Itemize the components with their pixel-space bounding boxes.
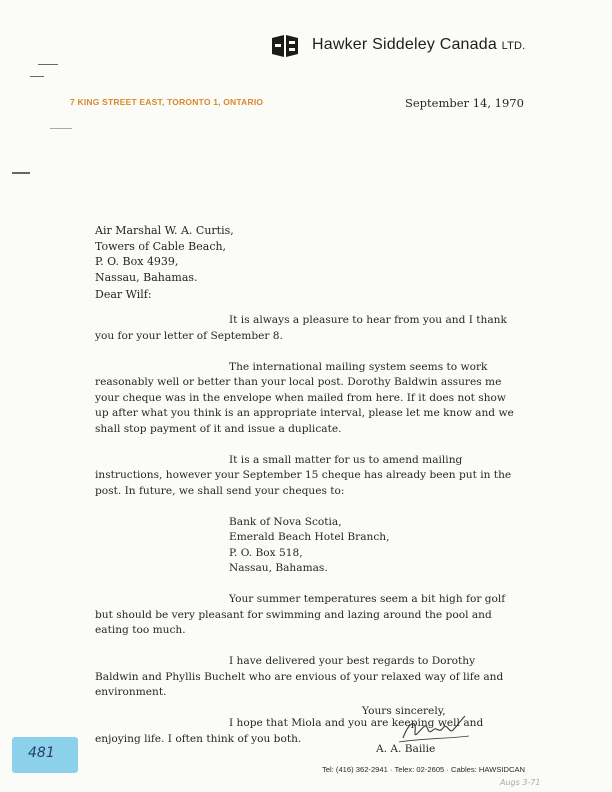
recipient-address <box>95 223 234 285</box>
margin-mark <box>12 172 30 174</box>
closing: Yours sincerely, <box>362 705 446 717</box>
letter-body <box>95 313 520 763</box>
paragraph: It is always a pleasure to hear from you and I thank you for your letter of September 8. <box>95 314 507 342</box>
margin-mark <box>30 76 44 77</box>
hawker-siddeley-logo-icon <box>270 34 300 58</box>
sticker-number: 481 <box>28 745 55 761</box>
recipient-line: Towers of Cable Beach, <box>95 239 227 253</box>
letterhead-address: 7 KING STREET EAST, TORONTO 1, ONTARIO <box>70 97 264 107</box>
signer-name: A. A. Bailie <box>376 743 436 755</box>
bank-line: Bank of Nova Scotia, <box>229 515 342 528</box>
recipient-line: Nassau, Bahamas. <box>95 270 198 284</box>
bank-address <box>229 515 520 577</box>
paragraph: Your summer temperatures seem a bit high for golf but should be very pleasant for swimming and lazing around the pool and eating too much. <box>95 593 506 636</box>
company-name <box>312 36 525 54</box>
corner-pencil-note: Augs 3-71 <box>500 778 541 787</box>
letter-date: September 14, 1970 <box>405 96 524 110</box>
recipient-line: P. O. Box 4939, <box>95 255 179 268</box>
letterhead-contact: Tel: (416) 362-2941 · Telex: 02-2605 · Cables: HAWSIDCAN <box>322 765 526 774</box>
paragraph: I have delivered your best regards to Dorothy Baldwin and Phyllis Buchelt who are envious of your relaxed way of life and environment. <box>95 655 504 698</box>
signature-icon <box>395 712 475 746</box>
recipient-line: Air Marshal W. A. Curtis, <box>95 224 234 237</box>
margin-mark <box>50 128 72 129</box>
company-suffix: LTD. <box>501 40 526 52</box>
bank-line: Nassau, Bahamas. <box>229 562 328 574</box>
bank-line: P. O. Box 518, <box>229 546 303 559</box>
salutation: Dear Wilf: <box>95 288 152 301</box>
archive-number-sticker <box>12 737 78 773</box>
paragraph: It is a small matter for us to amend mailing instructions, however your September 15 cheque has already been put in the post. In future, we shall send your cheques to: <box>95 453 512 497</box>
paragraph: I hope that Miola and you are keeping well and enjoying life. I often think of you both. <box>95 717 484 745</box>
margin-mark <box>38 64 58 65</box>
paragraph: The international mailing system seems to work reasonably well or better than your local post. Dorothy Baldwin assures me your cheque was in the envelope when mailed from here. If it does not show up after what you think is an appropriate interval, please let me know and we shall stop payment of it and issue a duplicate. <box>95 360 514 435</box>
bank-line: Emerald Beach Hotel Branch, <box>229 531 390 543</box>
company-name-text: Hawker Siddeley Canada <box>312 36 497 53</box>
